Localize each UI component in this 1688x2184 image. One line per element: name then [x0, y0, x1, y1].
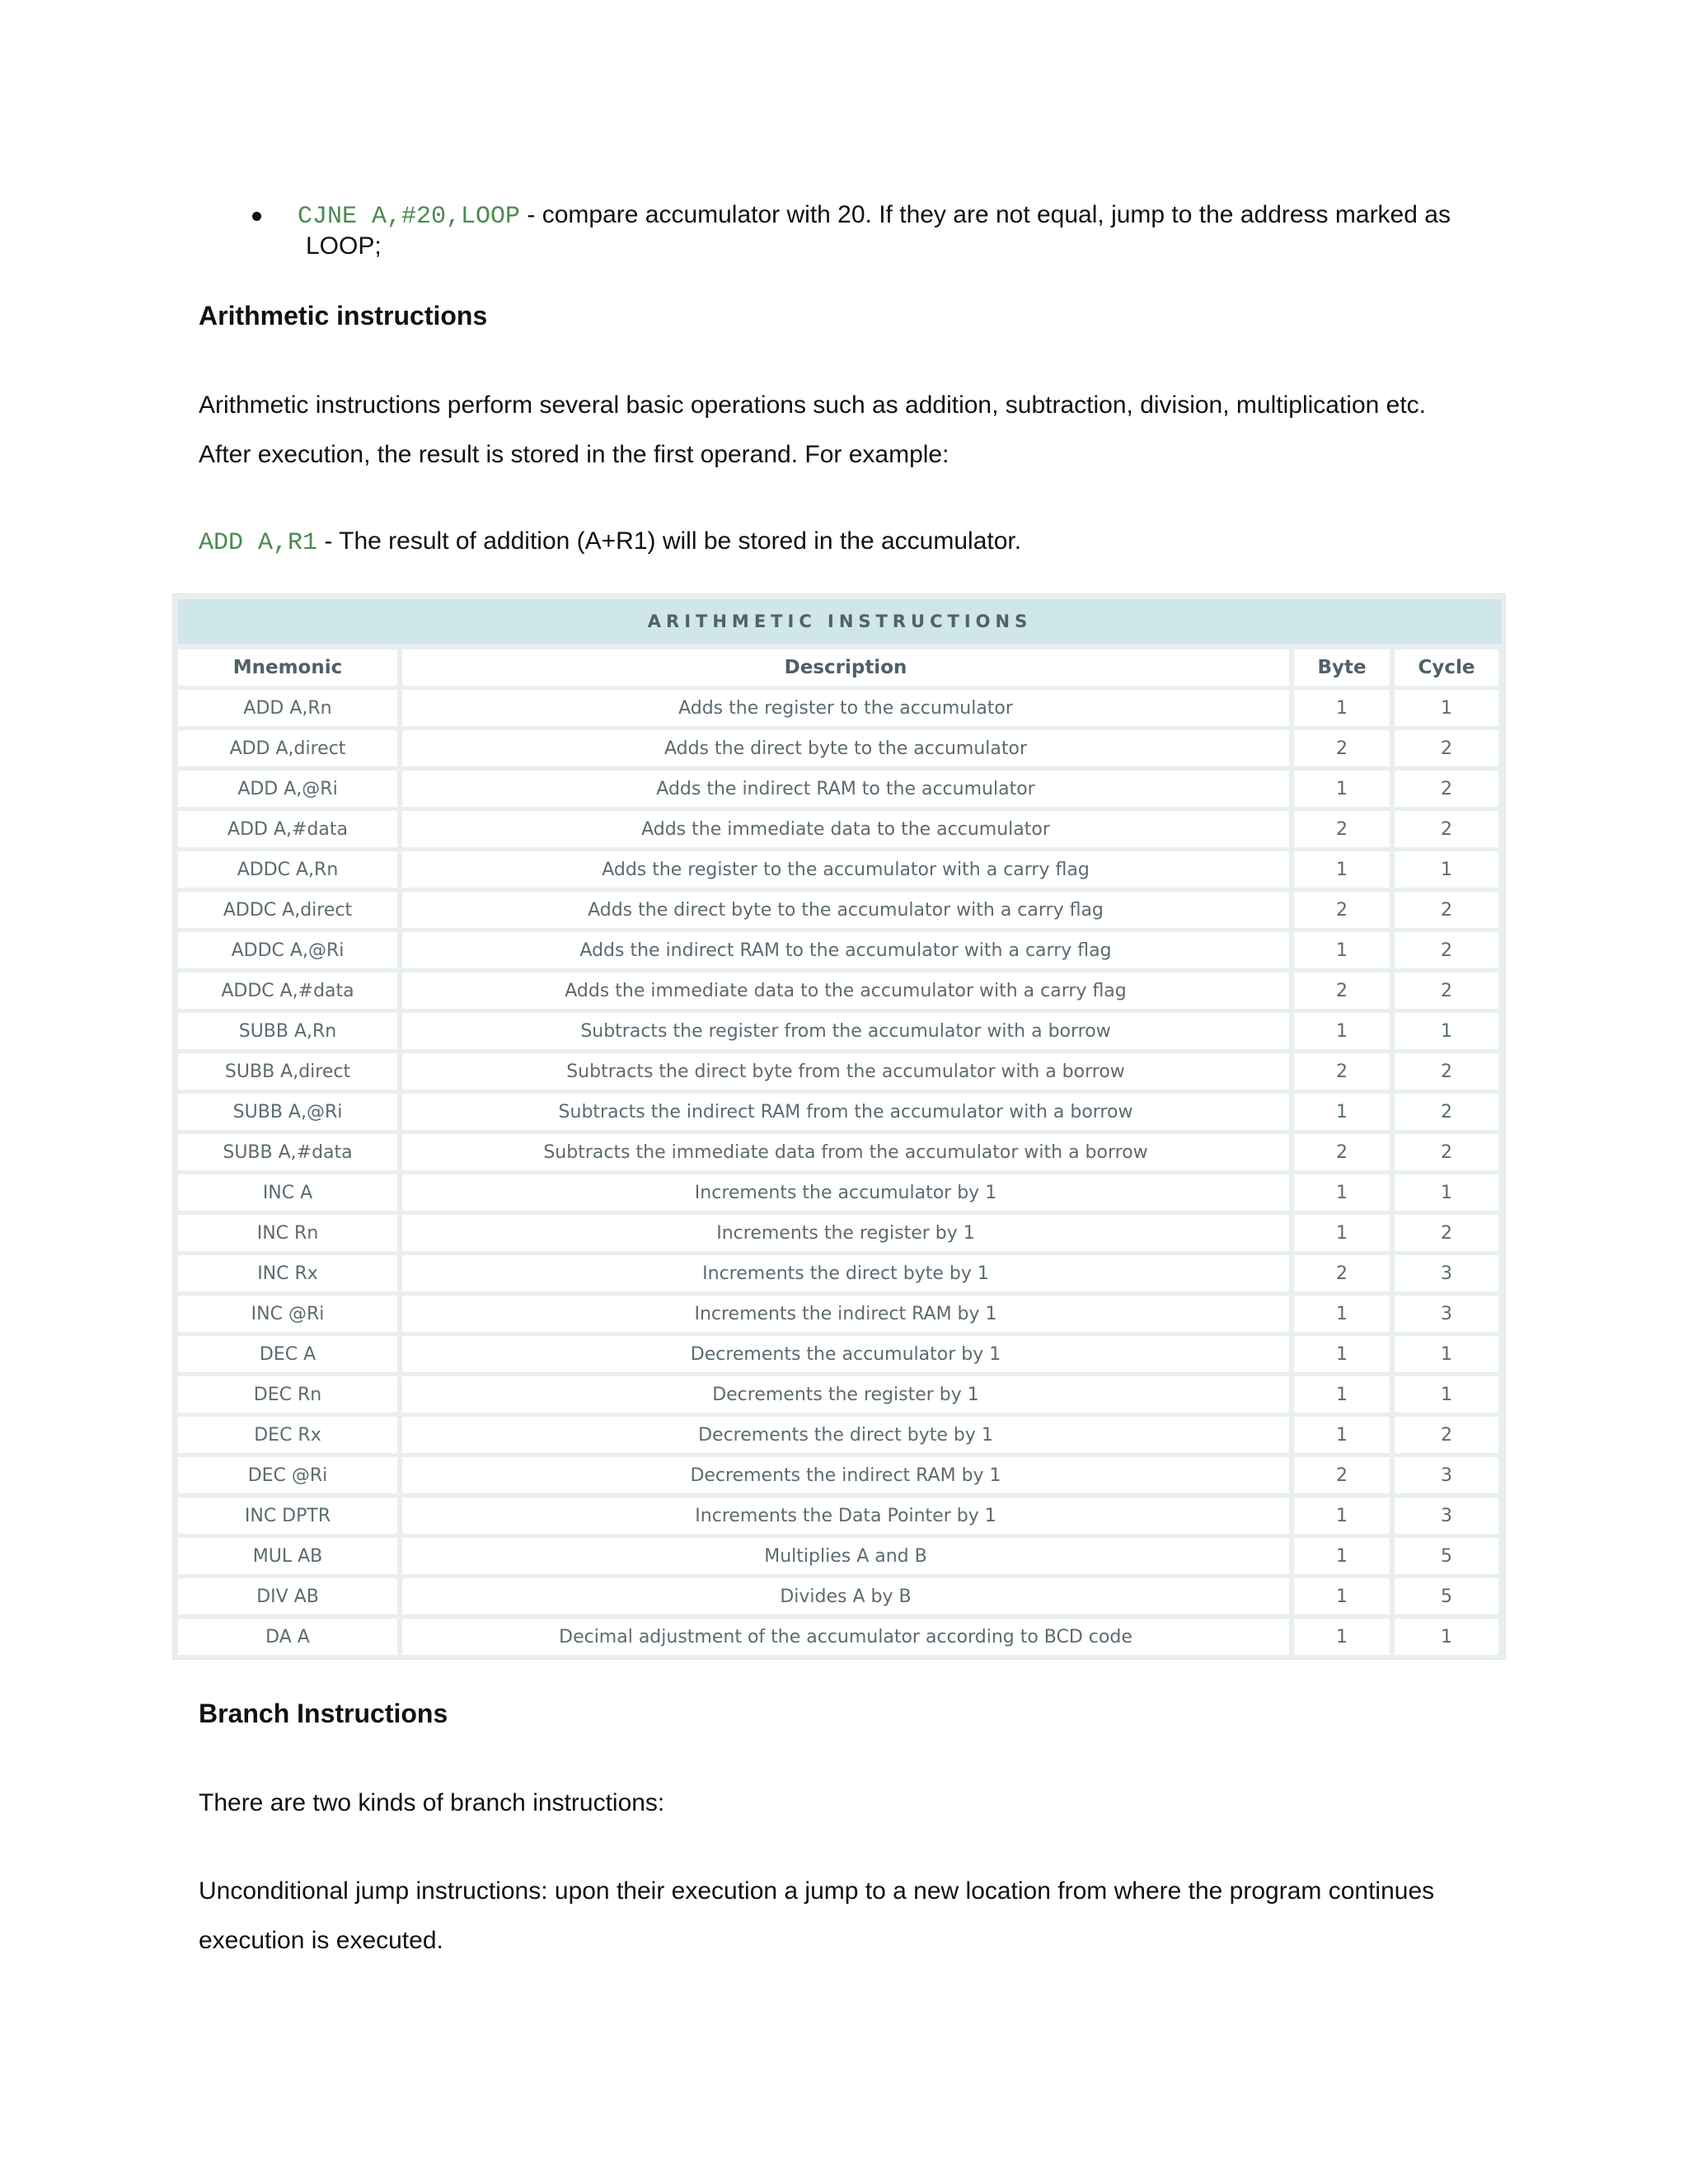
cell-cycle: 3 — [1395, 1296, 1498, 1332]
cell-byte: 1 — [1294, 1619, 1390, 1655]
table-row — [178, 1296, 1498, 1332]
cell-description: Subtracts the indirect RAM from the accumulator with a borrow — [402, 1094, 1289, 1130]
table-row — [178, 1134, 1498, 1170]
cell-cycle: 3 — [1395, 1457, 1498, 1493]
cell-description: Decimal adjustment of the accumulator according to BCD code — [402, 1619, 1289, 1655]
cell-mnemonic: ADDC A,Rn — [178, 851, 397, 888]
cell-cycle: 1 — [1395, 1336, 1498, 1372]
instruction-table — [173, 645, 1503, 1659]
cell-cycle: 1 — [1395, 1619, 1498, 1655]
cell-byte: 1 — [1294, 932, 1390, 968]
cell-description: Divides A by B — [402, 1578, 1289, 1615]
cell-cycle: 2 — [1395, 1053, 1498, 1090]
table-row — [178, 1255, 1498, 1291]
header-description: Description — [402, 649, 1289, 686]
cell-mnemonic: INC Rx — [178, 1255, 397, 1291]
cell-mnemonic: ADD A,@Ri — [178, 771, 397, 807]
cell-description: Decrements the register by 1 — [402, 1376, 1289, 1413]
bullet-text — [298, 200, 1484, 261]
cell-cycle: 3 — [1395, 1497, 1498, 1534]
bullet-description: - compare accumulator with 20. If they are not equal, jump to the address marked as — [520, 201, 1451, 228]
cell-cycle: 2 — [1395, 1417, 1498, 1453]
cell-cycle: 2 — [1395, 730, 1498, 766]
table-row — [178, 1619, 1498, 1655]
cell-description: Adds the register to the accumulator with a carry flag — [402, 851, 1289, 888]
table-row — [178, 1174, 1498, 1211]
table-row — [178, 1457, 1498, 1493]
example-code: ADD A,R1 — [199, 529, 318, 557]
cell-description: Adds the indirect RAM to the accumulator with a carry flag — [402, 932, 1289, 968]
arithmetic-paragraph-line: After execution, the result is stored in the first operand. For example: — [199, 441, 950, 468]
cell-byte: 1 — [1294, 851, 1390, 888]
table-row — [178, 932, 1498, 968]
branch-heading: Branch Instructions — [199, 1699, 448, 1728]
arithmetic-table — [172, 593, 1506, 1660]
cell-mnemonic: DEC A — [178, 1336, 397, 1372]
table-row — [178, 690, 1498, 726]
cell-byte: 1 — [1294, 1497, 1390, 1534]
cell-mnemonic: SUBB A,#data — [178, 1134, 397, 1170]
cell-cycle: 2 — [1395, 1215, 1498, 1251]
table-row — [178, 1094, 1498, 1130]
table-row — [178, 1013, 1498, 1049]
cell-cycle: 2 — [1395, 1134, 1498, 1170]
cell-description: Decrements the direct byte by 1 — [402, 1417, 1289, 1453]
cell-mnemonic: DEC Rx — [178, 1417, 397, 1453]
cell-byte: 1 — [1294, 1376, 1390, 1413]
cell-mnemonic: DIV AB — [178, 1578, 397, 1615]
table-row — [178, 1497, 1498, 1534]
example-line — [199, 525, 1021, 560]
cell-cycle: 1 — [1395, 1013, 1498, 1049]
cell-byte: 1 — [1294, 1174, 1390, 1211]
cell-mnemonic: SUBB A,direct — [178, 1053, 397, 1090]
cell-byte: 1 — [1294, 771, 1390, 807]
table-row — [178, 730, 1498, 766]
cell-byte: 2 — [1294, 1053, 1390, 1090]
cell-cycle: 1 — [1395, 1376, 1498, 1413]
cell-mnemonic: INC Rn — [178, 1215, 397, 1251]
cell-description: Adds the indirect RAM to the accumulator — [402, 771, 1289, 807]
cell-mnemonic: DEC Rn — [178, 1376, 397, 1413]
cell-description: Subtracts the register from the accumulator with a borrow — [402, 1013, 1289, 1049]
cell-description: Increments the direct byte by 1 — [402, 1255, 1289, 1291]
bullet-continuation: LOOP; — [306, 232, 382, 260]
cell-byte: 1 — [1294, 1538, 1390, 1574]
cell-byte: 1 — [1294, 1296, 1390, 1332]
cell-description: Increments the Data Pointer by 1 — [402, 1497, 1289, 1534]
header-cycle: Cycle — [1395, 649, 1498, 686]
cell-mnemonic: ADD A,Rn — [178, 690, 397, 726]
cell-byte: 1 — [1294, 1013, 1390, 1049]
cell-cycle: 3 — [1395, 1255, 1498, 1291]
cell-mnemonic: DEC @Ri — [178, 1457, 397, 1493]
cell-mnemonic: DA A — [178, 1619, 397, 1655]
cell-description: Decrements the accumulator by 1 — [402, 1336, 1289, 1372]
table-header-row — [178, 649, 1498, 686]
cell-byte: 1 — [1294, 690, 1390, 726]
cell-description: Adds the direct byte to the accumulator with a carry flag — [402, 892, 1289, 928]
cell-description: Subtracts the direct byte from the accumulator with a borrow — [402, 1053, 1289, 1090]
cell-cycle: 2 — [1395, 1094, 1498, 1130]
cell-byte: 2 — [1294, 1255, 1390, 1291]
cell-cycle: 1 — [1395, 690, 1498, 726]
cell-byte: 2 — [1294, 811, 1390, 847]
table-row — [178, 1336, 1498, 1372]
header-mnemonic: Mnemonic — [178, 649, 397, 686]
cell-description: Increments the register by 1 — [402, 1215, 1289, 1251]
cell-byte: 1 — [1294, 1336, 1390, 1372]
cell-cycle: 5 — [1395, 1578, 1498, 1615]
arithmetic-paragraph — [199, 381, 1468, 480]
cell-description: Multiplies A and B — [402, 1538, 1289, 1574]
table-row — [178, 1053, 1498, 1090]
cell-byte: 1 — [1294, 1215, 1390, 1251]
cell-cycle: 2 — [1395, 892, 1498, 928]
cell-description: Adds the register to the accumulator — [402, 690, 1289, 726]
cell-cycle: 2 — [1395, 771, 1498, 807]
cell-cycle: 1 — [1395, 1174, 1498, 1211]
cell-cycle: 2 — [1395, 811, 1498, 847]
table-row — [178, 1417, 1498, 1453]
cell-cycle: 2 — [1395, 932, 1498, 968]
bullet-icon — [252, 212, 261, 221]
table-row — [178, 771, 1498, 807]
cell-mnemonic: SUBB A,Rn — [178, 1013, 397, 1049]
cell-byte: 1 — [1294, 1094, 1390, 1130]
cell-byte: 1 — [1294, 1578, 1390, 1615]
table-row — [178, 1376, 1498, 1413]
cell-byte: 2 — [1294, 1457, 1390, 1493]
cell-description: Increments the indirect RAM by 1 — [402, 1296, 1289, 1332]
table-row — [178, 972, 1498, 1009]
example-text: - The result of addition (A+R1) will be stored in the accumulator. — [317, 527, 1022, 555]
table-row — [178, 1578, 1498, 1615]
cell-description: Subtracts the immediate data from the accumulator with a borrow — [402, 1134, 1289, 1170]
cell-description: Decrements the indirect RAM by 1 — [402, 1457, 1289, 1493]
cell-byte: 2 — [1294, 972, 1390, 1009]
cell-byte: 2 — [1294, 730, 1390, 766]
cell-byte: 1 — [1294, 1417, 1390, 1453]
cell-mnemonic: ADDC A,direct — [178, 892, 397, 928]
branch-paragraph-2 — [199, 1867, 1468, 1966]
cell-byte: 2 — [1294, 1134, 1390, 1170]
arithmetic-heading: Arithmetic instructions — [199, 301, 488, 330]
cell-cycle: 2 — [1395, 972, 1498, 1009]
cell-description: Adds the immediate data to the accumulator with a carry flag — [402, 972, 1289, 1009]
cell-mnemonic: ADDC A,#data — [178, 972, 397, 1009]
header-byte: Byte — [1294, 649, 1390, 686]
cell-mnemonic: INC @Ri — [178, 1296, 397, 1332]
cell-byte: 2 — [1294, 892, 1390, 928]
table-title: ARITHMETIC INSTRUCTIONS — [178, 599, 1502, 644]
cell-mnemonic: ADD A,#data — [178, 811, 397, 847]
table-row — [178, 1215, 1498, 1251]
cell-description: Increments the accumulator by 1 — [402, 1174, 1289, 1211]
branch-paragraph-line: execution is executed. — [199, 1927, 443, 1954]
branch-paragraph-1: There are two kinds of branch instructions: — [199, 1789, 665, 1816]
cell-mnemonic: MUL AB — [178, 1538, 397, 1574]
cell-mnemonic: ADDC A,@Ri — [178, 932, 397, 968]
cell-cycle: 5 — [1395, 1538, 1498, 1574]
cell-description: Adds the immediate data to the accumulator — [402, 811, 1289, 847]
cell-cycle: 1 — [1395, 851, 1498, 888]
cell-mnemonic: INC DPTR — [178, 1497, 397, 1534]
table-row — [178, 892, 1498, 928]
cell-mnemonic: ADD A,direct — [178, 730, 397, 766]
bullet-code: CJNE A,#20,LOOP — [298, 203, 521, 231]
table-row — [178, 811, 1498, 847]
table-row — [178, 1538, 1498, 1574]
arithmetic-paragraph-line: Arithmetic instructions perform several basic operations such as addition, subtraction, division, multiplication etc. — [199, 391, 1427, 419]
cell-mnemonic: INC A — [178, 1174, 397, 1211]
cell-description: Adds the direct byte to the accumulator — [402, 730, 1289, 766]
branch-paragraph-line: Unconditional jump instructions: upon their execution a jump to a new location from where the program continues — [199, 1877, 1435, 1905]
table-row — [178, 851, 1498, 888]
cell-mnemonic: SUBB A,@Ri — [178, 1094, 397, 1130]
